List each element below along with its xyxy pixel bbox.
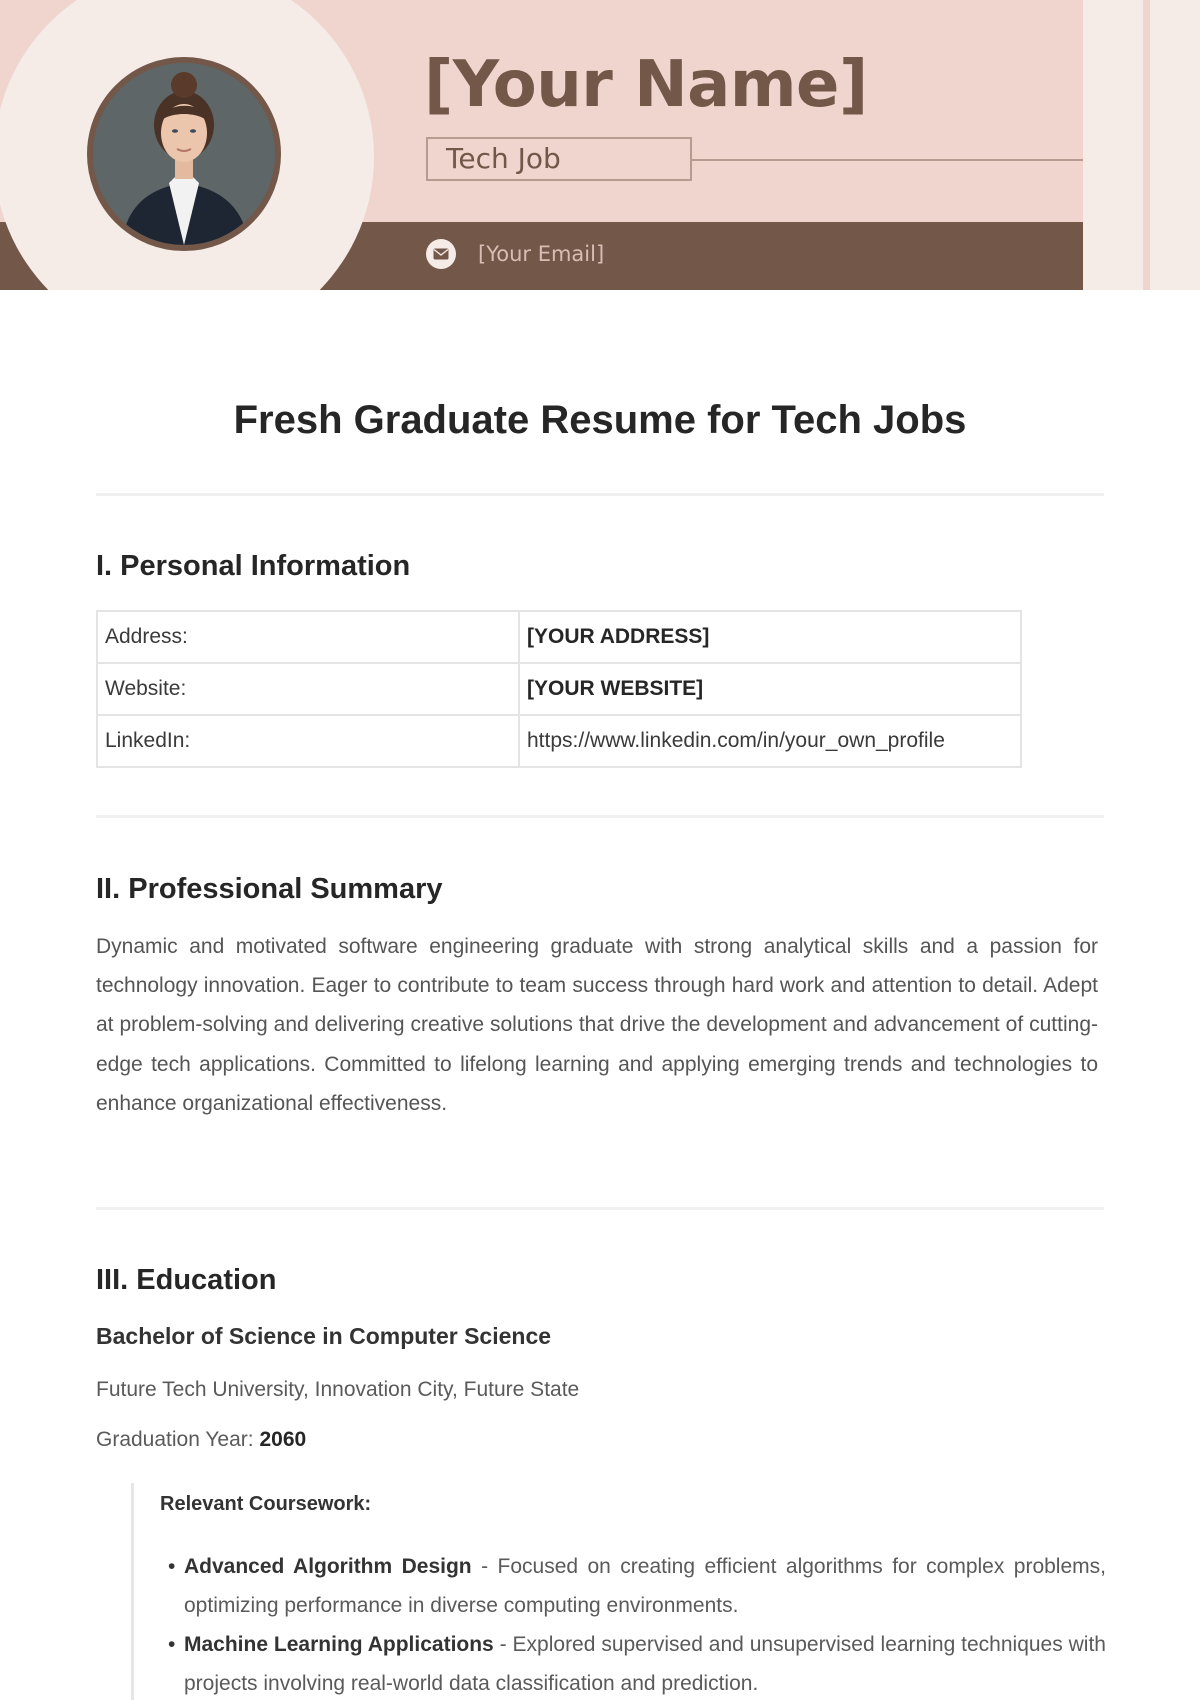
address-label: Address: xyxy=(97,611,519,663)
address-value: [YOUR ADDRESS] xyxy=(519,611,1021,663)
envelope-icon xyxy=(426,239,456,269)
website-value: [YOUR WEBSITE] xyxy=(519,663,1021,715)
professional-summary-text: Dynamic and motivated software engineering graduate with strong analytical skills and a passion for technology innovation. Eager to contribute to team success through hard work and attention to detail. Adept at problem-solving and delivering creative solutions that drive the development and advancement of cutting-edge tech applications. Committed to lifelong learning and applying emerging trends and technologies to enhance organizational effectiveness. xyxy=(96,935,1098,1115)
candidate-name: [Your Name] xyxy=(424,48,868,122)
website-label: Website: xyxy=(97,663,519,715)
course-description: - Focused on creating efficient algorithms for complex problems, optimizing performance in diverse computing environments. xyxy=(184,1555,1106,1617)
list-item xyxy=(160,1625,1106,1700)
section-divider xyxy=(96,815,1104,818)
contact-email[interactable]: [Your Email] xyxy=(478,242,605,266)
linkedin-label: LinkedIn: xyxy=(97,715,519,767)
profile-photo xyxy=(87,57,281,251)
table-row xyxy=(97,611,1021,663)
section-divider xyxy=(96,1207,1104,1210)
coursework-block xyxy=(131,1483,1106,1700)
course-description: - Explored supervised and unsupervised learning techniques with projects involving real-world data classification and prediction. xyxy=(184,1633,1106,1695)
page-title: Fresh Graduate Resume for Tech Jobs xyxy=(233,398,967,442)
job-title-box: Tech Job xyxy=(426,137,692,181)
graduation-year-value: 2060 xyxy=(259,1428,307,1451)
table-row xyxy=(97,715,1021,767)
coursework-title: Relevant Coursework: xyxy=(160,1493,372,1515)
course-name: Advanced Algorithm Design xyxy=(184,1555,472,1578)
table-row xyxy=(97,663,1021,715)
school-name: Future Tech University, Innovation City, Future State xyxy=(96,1378,580,1401)
degree-title: Bachelor of Science in Computer Science xyxy=(96,1323,552,1349)
section-heading-education: III. Education xyxy=(96,1264,277,1296)
graduation-year xyxy=(96,1425,306,1455)
person-portrait-icon xyxy=(93,63,275,245)
linkedin-value[interactable]: https://www.linkedin.com/in/your_own_profile xyxy=(519,715,1021,767)
graduation-year-label: Graduation Year: xyxy=(96,1428,260,1451)
resume-header xyxy=(0,0,1200,290)
section-divider xyxy=(96,493,1104,496)
personal-info-table xyxy=(96,610,1022,768)
section-heading-professional-summary: II. Professional Summary xyxy=(96,873,443,905)
job-title-divider xyxy=(692,159,1083,161)
course-name: Machine Learning Applications xyxy=(184,1633,494,1656)
list-item xyxy=(160,1547,1106,1625)
coursework-list xyxy=(160,1547,1106,1700)
header-decorative-stripe xyxy=(1143,0,1150,290)
section-heading-personal-information: I. Personal Information xyxy=(96,550,411,582)
